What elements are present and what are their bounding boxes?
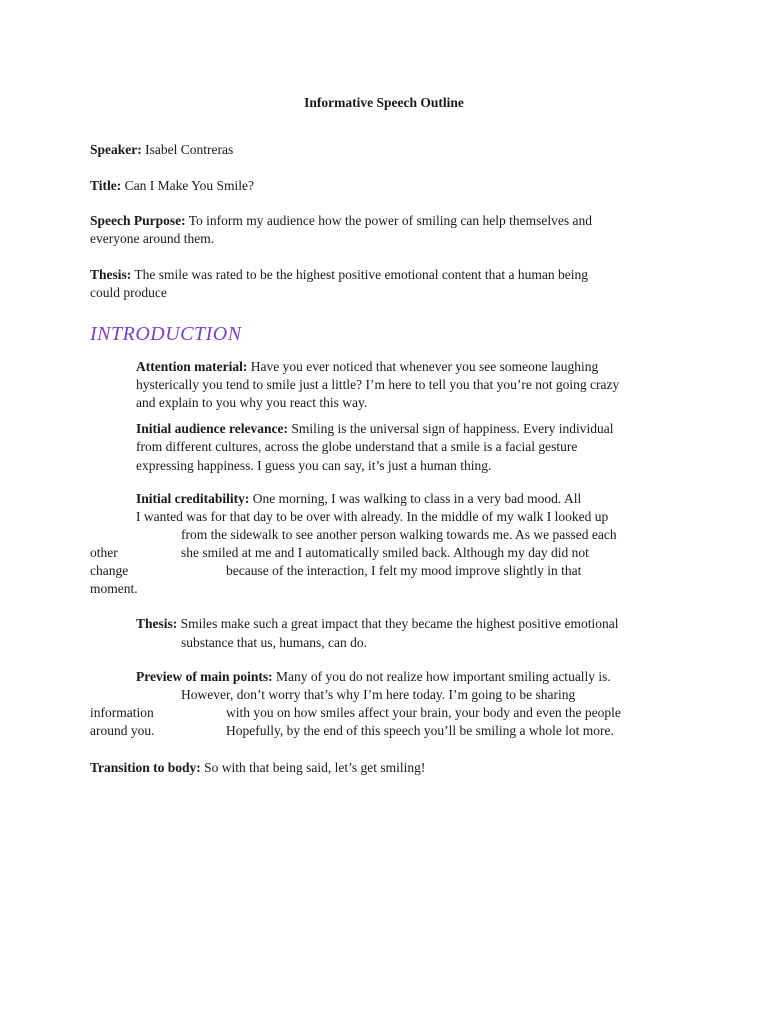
title-label: Title: <box>90 178 122 193</box>
attention-label: Attention material: <box>136 359 248 374</box>
relevance-line-2: from different cultures, across the globe understand that a smile is a facial gesture <box>136 439 578 454</box>
title-value: Can I Make You Smile? <box>121 178 254 193</box>
thesis2-line-2: substance that us, humans, can do. <box>181 635 367 650</box>
section-heading-introduction: INTRODUCTION <box>90 323 242 345</box>
thesis2-text: Smiles make such a great impact that they became the highest positive emotional <box>177 616 619 631</box>
preview-line-1 <box>136 668 611 686</box>
speaker-label: Speaker: <box>90 142 142 157</box>
preview-line-3-end: with you on how smiles affect your brain, your body and even the people <box>226 705 621 720</box>
title-field <box>90 177 690 195</box>
credibility-line-4-end: she smiled at me and I automatically smiled back. Although my day did not <box>181 545 589 560</box>
purpose-value-cont: everyone around them. <box>90 231 215 246</box>
preview-label: Preview of main points: <box>136 669 273 684</box>
attention-line-2: hysterically you tend to smile just a little? I’m here to tell you that you’re not going crazy <box>136 377 620 392</box>
thesis-label: Thesis: <box>90 267 132 282</box>
thesis-value-cont: could produce <box>90 285 167 300</box>
relevance-label: Initial audience relevance: <box>136 421 288 436</box>
credibility-line-5-start: change <box>90 563 129 578</box>
preview-line-4-end: Hopefully, by the end of this speech you’ll be smiling a whole lot more. <box>226 723 614 738</box>
preview-text: Many of you do not realize how important smiling actually is. <box>272 669 611 684</box>
thesis2-line-1 <box>136 615 619 633</box>
thesis-field <box>90 266 690 302</box>
credibility-line-1 <box>136 490 581 508</box>
attention-text: Have you ever noticed that whenever you see someone laughing <box>247 359 599 374</box>
preview-line-4-start: around you. <box>90 723 155 738</box>
credibility-line-6: moment. <box>90 581 138 596</box>
document-title: Informative Speech Outline <box>304 95 464 110</box>
transition-label: Transition to body: <box>90 760 201 775</box>
relevance-line-3: expressing happiness. I guess you can say, it’s just a human thing. <box>136 458 492 473</box>
preview-line-3-start: information <box>90 705 154 720</box>
credibility-text: One morning, I was walking to class in a very bad mood. All <box>249 491 582 506</box>
thesis-value: The smile was rated to be the highest positive emotional content that a human being <box>131 267 589 282</box>
attention-line-3: and explain to you why you react this way. <box>136 395 368 410</box>
credibility-line-5-end: because of the interaction, I felt my mood improve slightly in that <box>226 563 582 578</box>
speaker-value: Isabel Contreras <box>141 142 234 157</box>
purpose-field <box>90 212 690 248</box>
attention-line-1 <box>136 358 598 376</box>
purpose-label: Speech Purpose: <box>90 213 186 228</box>
credibility-line-3: from the sidewalk to see another person walking towards me. As we passed each <box>181 527 617 542</box>
speaker-field <box>90 141 690 159</box>
credibility-line-2: I wanted was for that day to be over with already. In the middle of my walk I looked up <box>136 509 609 524</box>
relevance-text: Smiling is the universal sign of happiness. Every individual <box>287 421 614 436</box>
preview-line-2: However, don’t worry that’s why I’m here today. I’m going to be sharing <box>181 687 576 702</box>
credibility-label: Initial creditability: <box>136 491 250 506</box>
relevance-line-1 <box>136 420 613 438</box>
purpose-value: To inform my audience how the power of smiling can help themselves and <box>185 213 592 228</box>
transition-line <box>90 759 425 777</box>
transition-text: So with that being said, let’s get smiling! <box>200 760 426 775</box>
thesis2-label: Thesis: <box>136 616 178 631</box>
credibility-line-4-start: other <box>90 545 118 560</box>
